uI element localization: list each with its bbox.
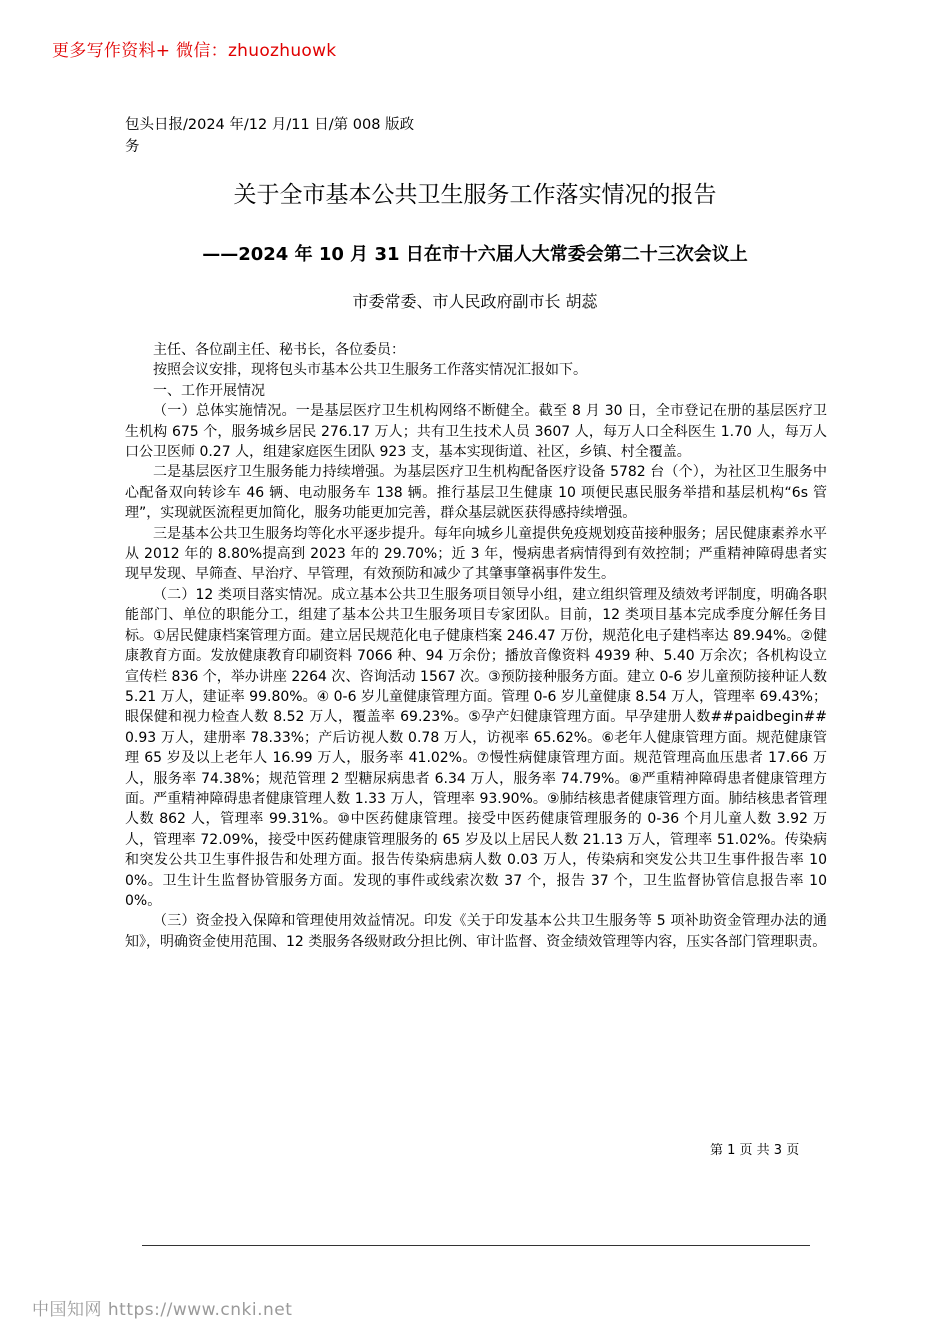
page-subtitle: ——2024 年 10 月 31 日在市十六届人大常委会第二十三次会议上 [202,244,748,265]
author-line: 市委常委、市人民政府副市长 胡蕊 [352,292,598,311]
paragraph-service-capacity: 二是基层医疗卫生服务能力持续增强。为基层医疗卫生机构配备医疗设备 5782 台（个），为社区卫生服务中心配备双向转诊车 46 辆、电动服务车 138 辆。推行基层卫生健康 10 项便民惠民服务举措和基层机构“6s 管理”，实现就医流程更加简化，服务功能更加完善，群众基层就医获得感持续增强。 [125,464,827,522]
paragraph-overall-implementation: （一）总体实施情况。一是基层医疗卫生机构网络不断健全。截至 8 月 30 日，全市登记在册的基层医疗卫生机构 675 个，服务城乡居民 276.17 万人；共有卫生技术人员 3607 人，每万人口全科医生 1.70 人，每万人口公卫医师 0.27 人，组建家庭医生团队 923 支，基本实现街道、社区，乡镇、村全覆盖。 [125,403,827,461]
paragraph-funding: （三）资金投入保障和管理使用效益情况。印发《关于印发基本公共卫生服务等 5 项补助资金管理办法的通知》，明确资金使用范围、12 类服务各级财政分担比例、审计监督、资金绩效管理等内容，压实各部门管理职责。 [125,913,827,950]
source-line: 包头日报/2024 年/12 月/11 日/第 008 版政务 [125,117,415,155]
paragraph-equalization: 三是基本公共卫生服务均等化水平逐步提升。每年向城乡儿童提供免疫规划疫苗接种服务；居民健康素养水平从 2012 年的 8.80%提高到 2023 年的 29.70%；近 3 年，慢病患者病情得到有效控制；严重精神障碍患者实现早发现、早筛查、早治疗、早管理，有效预防和减少了其肇事肇祸事件发生。 [125,525,827,583]
paragraph-salutation: 主任、各位副主任、秘书长，各位委员： [153,342,405,358]
section-heading-work-status: 一、工作开展情况 [153,382,265,399]
promo-banner[interactable]: 更多写作资料+ 微信：zhuozhuowk [52,41,337,61]
paragraph-12-projects: （二）12 类项目落实情况。成立基本公共卫生服务项目领导小组，建立组织管理及绩效考评制度，明确各职能部门、单位的职能分工，组建了基本公共卫生服务项目专家团队。目前，12 类项目基本完成季度分解任务目标。①居民健康档案管理方面。建立居民规范化电子健康档案 246.47 万份，规范化电子建档率达 89.94%。②健康教育方面。发放健康教育印刷资料 7066 种、94 万余份；播放音像资料 4939 种、5.40 万余次；各机构设立宣传栏 836 个，举办讲座 2264 次、咨询活动 1567 次。③预防接种服务方面。建立 0-6 岁儿童预防接种证人数 5.21 万人，建证率 99.80%。④ 0-6 岁儿童健康管理方面。管理 0-6 岁儿童健康 8.54 万人，管理率 69.43%；眼保健和视力检查人数 8.52 万人，覆盖率 69.23%。⑤孕产妇健康管理方面。早孕建册人数##paidbegin## 0.93 万人，建册率 78.33%；产后访视人数 0.78 万人，访视率 65.62%。⑥老年人健康管理方面。规范健康管理 65 岁及以上老年人 16.99 万人，服务率 41.02%。⑦慢性病健康管理方面。规范管理高血压患者 17.66 万人，服务率 74.38%；规范管理 2 型糖尿病患者 6.34 万人，服务率 74.79%。⑧严重精神障碍患者健康管理方面。严重精神障碍患者健康管理人数 1.33 万人，管理率 93.90%。⑨肺结核患者健康管理方面。肺结核患者管理人数 862 人，管理率 99.31%。⑩中医药健康管理。接受中医药健康管理服务的 0-36 个月儿童人数 3.92 万人，管理率 72.09%，接受中医药健康管理服务的 65 岁及以上居民人数 21.13 万人，管理率 51.02%。传染病和突发公共卫生事件报告和处理方面。报告传染病患病人数 0.03 万人，传染病和突发公共卫生事件报告率 100%。卫生计生监督协管服务方面。发现的事件或线索次数 37 个，报告 37 个，卫生监督协管信息报告率 100%。 [125,586,827,909]
cnki-watermark: 中国知网 https://www.cnki.net [32,1300,293,1320]
paragraph-intro: 按照会议安排，现将包头市基本公共卫生服务工作落实情况汇报如下。 [153,362,587,379]
report-body [125,340,827,952]
footer-divider [142,1245,810,1246]
page-number: 第 1 页 共 3 页 [710,1143,800,1158]
page-title: 关于全市基本公共卫生服务工作落实情况的报告 [233,182,717,208]
